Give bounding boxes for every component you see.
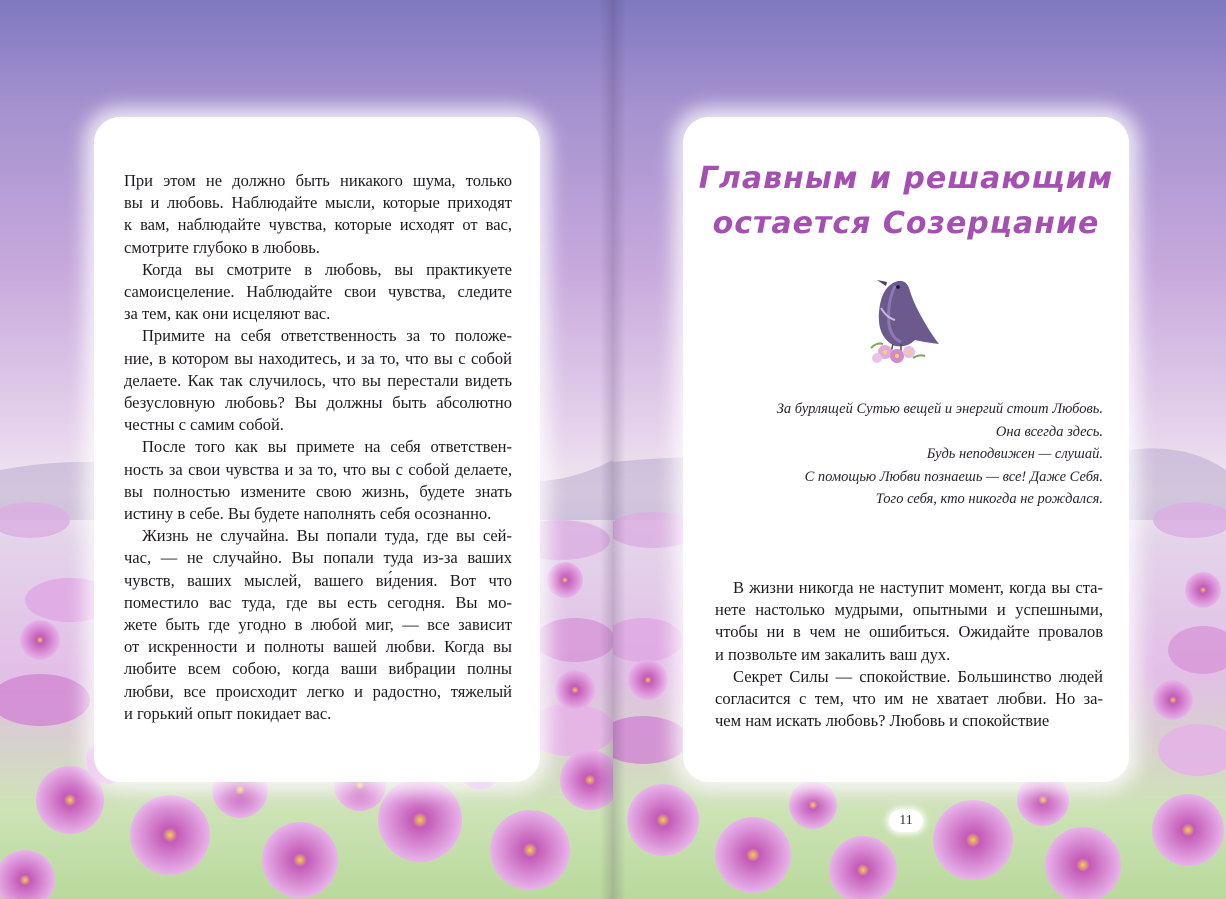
page-number: 11 xyxy=(889,810,923,832)
text-line: При этом не должно быть никакого шума, только xyxy=(124,171,512,190)
text-line: После того как вы примете на себя ответствен- xyxy=(142,437,512,457)
chapter-title xyxy=(683,156,1129,246)
text-line: ность за свои чувства и за то, что вы с собой делаете, xyxy=(124,459,512,479)
text-line: жете быть где угодно в любой миг, — все зависит xyxy=(124,615,512,635)
text-line: час, — не случайно. Вы попали туда из-за ваших xyxy=(124,548,512,568)
text-line: от искренности и полноты вашей любви. Когда вы xyxy=(124,637,512,657)
text-line: честны с самим собой. xyxy=(124,415,284,435)
text-line: и позвольте им закалить ваш дух. xyxy=(715,644,951,664)
left-page-text xyxy=(124,170,512,725)
right-page-text xyxy=(715,577,1103,732)
bird-on-flowers-icon xyxy=(865,272,945,364)
poem-line: Того себя, кто никогда не рождался. xyxy=(875,491,1103,507)
text-line: Секрет Силы — спокойствие. Большинство людей xyxy=(733,666,1103,686)
paragraph xyxy=(124,325,512,436)
paragraph xyxy=(124,436,512,525)
poem-line: Будь неподвижен — слушай. xyxy=(926,446,1103,462)
paragraph xyxy=(124,259,512,326)
text-line: за тем, как они исцеляют вас. xyxy=(124,304,331,324)
text-line: нете настолько мудрыми, опытными и успешными, xyxy=(715,600,1103,620)
paragraph xyxy=(124,170,512,259)
text-line: Когда вы смотрите в любовь, вы практикуете xyxy=(142,259,512,279)
text-line: чувств, ваших мыслей, вашего ви́дения. Вот что xyxy=(124,570,512,590)
epigraph-poem xyxy=(716,398,1103,511)
chapter-title-line2: остается Созерцание xyxy=(712,206,1100,241)
text-line: и горький опыт покидает вас. xyxy=(124,703,332,723)
text-line: ние, в котором вы находитесь, и за то, что вы с собой xyxy=(124,348,512,368)
text-line: любви, все происходит легко и радостно, тяжелый xyxy=(124,681,512,701)
text-line: истину в себе. Вы будете наполнять себя осознанно. xyxy=(124,504,492,524)
text-line: чтобы ни в чем не ошибиться. Ожидайте провалов xyxy=(715,622,1103,642)
text-line: вы полностью измените свою жизнь, будете знать xyxy=(124,481,512,501)
chapter-title-line1: Главным и решающим xyxy=(698,161,1114,196)
text-line: В жизни никогда не наступит момент, когда вы ста- xyxy=(733,578,1103,597)
text-line: вы и любовь. Наблюдайте мысли, которые приходят xyxy=(124,193,512,213)
poem-line: С помощью Любви познаешь — все! Даже Себя. xyxy=(804,468,1103,485)
text-line: согласится с тем, что им не хватает любви. Но за- xyxy=(715,689,1103,709)
poem-line: За бурлящей Сутью вещей и энергий стоит Любовь. xyxy=(776,401,1103,417)
text-line: безусловную любовь? Вы должны быть абсолютно xyxy=(124,393,512,413)
text-line: чем нам искать любовь? Любовь и спокойствие xyxy=(715,711,1050,731)
text-line: Примите на себя ответственность за то положе- xyxy=(142,326,512,346)
text-line: любите всем собою, когда ваши вибрации полны xyxy=(124,659,512,679)
text-line: делаете. Как так случилось, что вы перестали видеть xyxy=(124,370,512,390)
text-line: поместило вас туда, где вы есть сегодня. Вы мо- xyxy=(124,592,512,612)
poem-line: Она всегда здесь. xyxy=(995,423,1103,440)
text-line: к вам, наблюдайте чувства, которые исходят от вас, xyxy=(124,215,512,235)
paragraph xyxy=(715,666,1103,733)
paragraph xyxy=(124,525,512,725)
text-line: самоисцеление. Наблюдайте свои чувства, следите xyxy=(124,282,512,302)
text-line: Жизнь не случайна. Вы попали туда, где вы сей- xyxy=(142,526,512,546)
paragraph xyxy=(715,577,1103,666)
text-line: смотрите глубоко в любовь. xyxy=(124,237,320,257)
